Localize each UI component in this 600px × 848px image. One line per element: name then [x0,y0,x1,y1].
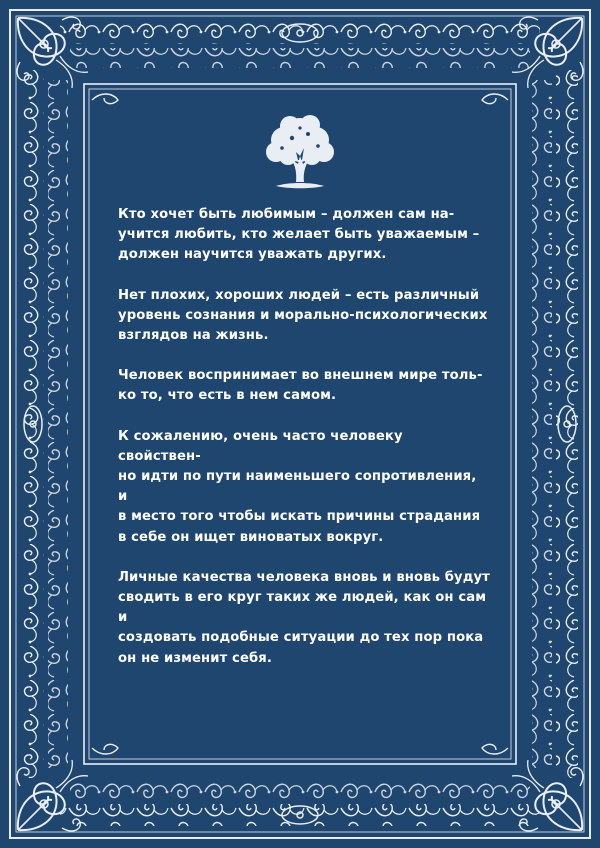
paragraph-4: К сожалению, очень часто человеку свойствен- но идти по пути наименьшего сопротивления, и в место того чтобы искать причины страдания в себе он ищет виноватых вокруг. [118,428,481,545]
paragraph-2: Нет плохих, хороших людей – есть различный уровень сознания и морально-психологических взглядов на жизнь. [118,287,488,344]
paragraph-5: Личные качества человека вновь и вновь будут сводить в его круг таких же людей, как он сам и создовать подобные ситуации до тех пор пока он не изменит себя. [118,569,490,666]
paragraph-1: Кто хочет быть любимым – должен сам на- учится любить, кто желает быть уважаемым – должен научится уважать других. [118,207,480,263]
quotes-text-block [118,205,490,689]
tree-icon [262,112,338,192]
paragraph-3: Человек воспринимает во внешнем мире толь- ко то, что есть в нем самом. [118,368,483,404]
